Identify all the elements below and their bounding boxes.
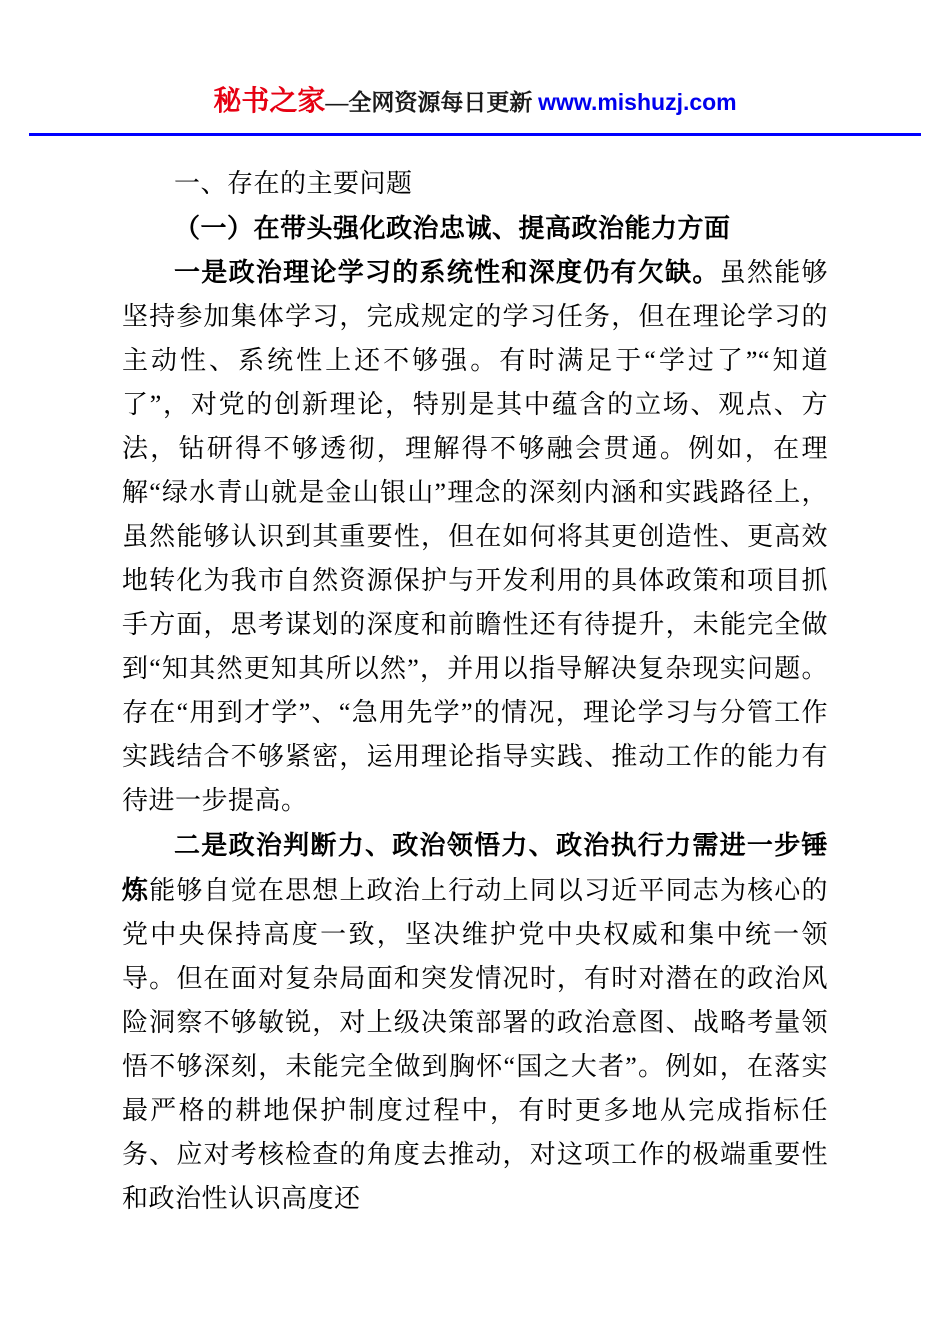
- site-brand: 秘书之家: [213, 85, 326, 116]
- document-body: [122, 162, 828, 1221]
- site-tagline: —全网资源每日更新: [325, 90, 539, 115]
- site-url-link[interactable]: www.mishuzj.com: [538, 89, 737, 115]
- paragraph-2-text: 能够自觉在思想上政治上行动上同以习近平同志为核心的党中央保持高度一致，坚决维护党中央权威和集中统一领导。但在面对复杂局面和突发情况时，有时对潜在的政治风险洞察不够敏锐，对上级决策部署的政治意图、战略考量领悟不够深刻，未能完全做到胸怀“国之大者”。例如，在落实最严格的耕地保护制度过程中，有时更多地从完成指标任务、应对考核检查的角度去推动，对这项工作的极端重要性和政治性认识高度还: [122, 876, 828, 1213]
- paragraph-2-lead: 二是政治判断力、政治领悟力、政治执行力需进一步锤炼: [122, 830, 828, 905]
- paragraph-1-text: 虽然能够坚持参加集体学习，完成规定的学习任务，但在理论学习的主动性、系统性上还不够强。有时满足于“学过了”“知道了”，对党的创新理论，特别是其中蕴含的立场、观点、方法，钻研得不够透彻，理解得不够融会贯通。例如，在理解“绿水青山就是金山银山”理念的深刻内涵和实践路径上，虽然能够认识到其重要性，但在如何将其更创造性、更高效地转化为我市自然资源保护与开发利用的具体政策和项目抓手方面，思考谋划的深度和前瞻性还有待提升，未能完全做到“知其然更知其所以然”，并用以指导解决复杂现实问题。存在“用到才学”、“急用先学”的情况，理论学习与分管工作实践结合不够紧密，运用理论指导实践、推动工作的能力有待进一步提高。: [122, 258, 828, 815]
- section-heading: 一、存在的主要问题: [174, 169, 413, 198]
- header-divider: [29, 133, 921, 136]
- paragraph-1-lead: 一是政治理论学习的系统性和深度仍有欠缺。: [174, 257, 720, 287]
- site-header: [0, 0, 950, 123]
- paragraph-1: [122, 250, 828, 823]
- subsection-heading: （一）在带头强化政治忠诚、提高政治能力方面: [174, 213, 731, 243]
- paragraph-2: [122, 823, 828, 1221]
